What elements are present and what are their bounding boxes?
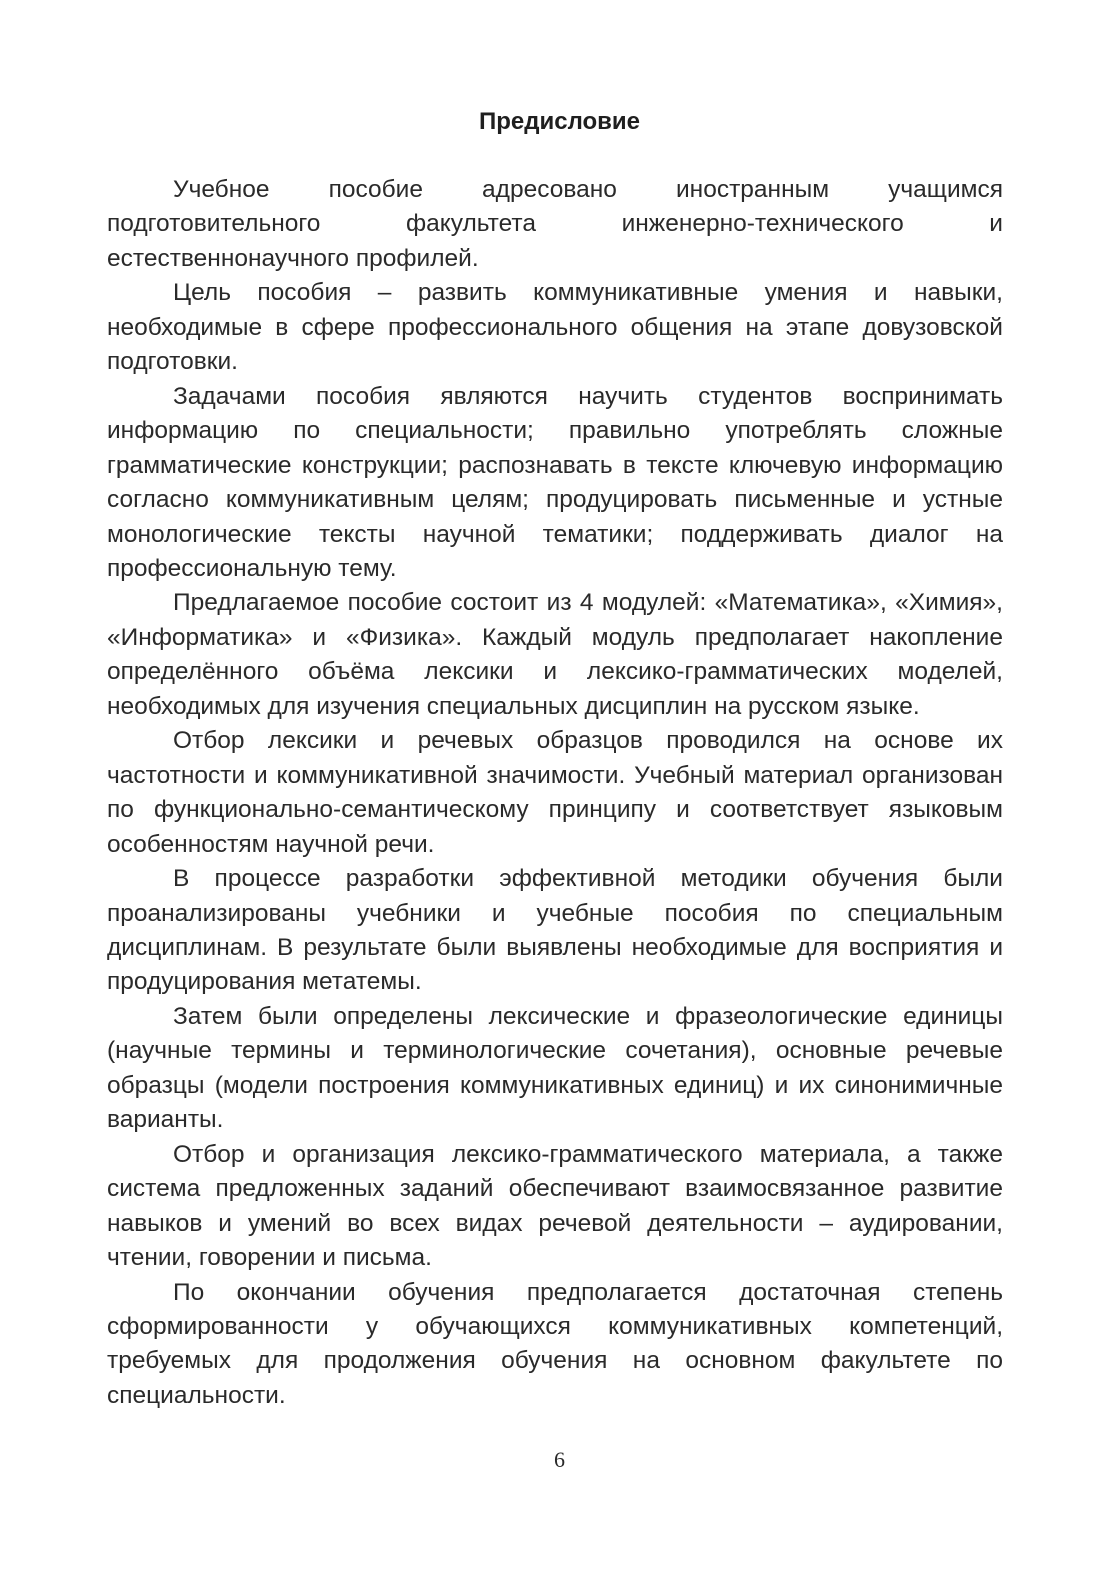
paragraph-units: Затем были определены лексические и фразеологические единицы (научные термины и терминологические сочетания), основные речевые образцы (модели построения коммуникативных единиц) и их синонимичные варианты. [107,1002,1003,1134]
paragraph-analysis: В процессе разработки эффективной методики обучения были проанализированы учебники и учебные пособия по специальным дисциплинам. В результате были выявлены необходимые для восприятия и продуцирования метатемы. [107,865,1003,996]
paragraph-audience: Учебное пособие адресовано иностранным учащимся подготовительного факультета инженерно-технического и естественнонаучного профилей. [107,176,1003,272]
page-title: Предисловие [478,108,641,135]
page-number: 6 [554,1447,565,1472]
paragraph-outcome: По окончании обучения предполагается достаточная степень сформированности у обучающихся коммуникативных компетенций, требуемых для продолжения обучения на основном факультете по специальности. [107,1278,1003,1409]
paragraph-modules: Предлагаемое пособие состоит из 4 модулей: «Математика», «Химия», «Информатика» и «Физика». Каждый модуль предполагает накопление определённого объёма лексики и лексико-грамматических моделей, необходимых для изучения специальных дисциплин на русском языке. [107,589,1003,720]
paragraph-selection: Отбор лексики и речевых образцов проводился на основе их частотности и коммуникативной значимости. Учебный материал организован по функционально-семантическому принципу и соответствует языковым особенностям научной речи. [107,727,1003,858]
paragraph-organization: Отбор и организация лексико-грамматического материала, а также система предложенных заданий обеспечивают взаимосвязанное развитие навыков и умений во всех видах речевой деятельности – аудировании, чтении, говорении и письма. [107,1140,1003,1272]
paragraph-goal: Цель пособия – развить коммуникативные умения и навыки, необходимые в сфере профессионального общения на этапе довузовской подготовки. [107,279,1003,376]
paragraph-tasks: Задачами пособия являются научить студентов воспринимать информацию по специальности; правильно употреблять сложные грамматические конструкции; распознавать в тексте ключевую информацию согласно коммуникативным целям; продуцировать письменные и устные монологические тексты научной тематики; поддерживать диалог на профессиональную тему. [107,382,1003,582]
body-text [107,173,1003,1413]
